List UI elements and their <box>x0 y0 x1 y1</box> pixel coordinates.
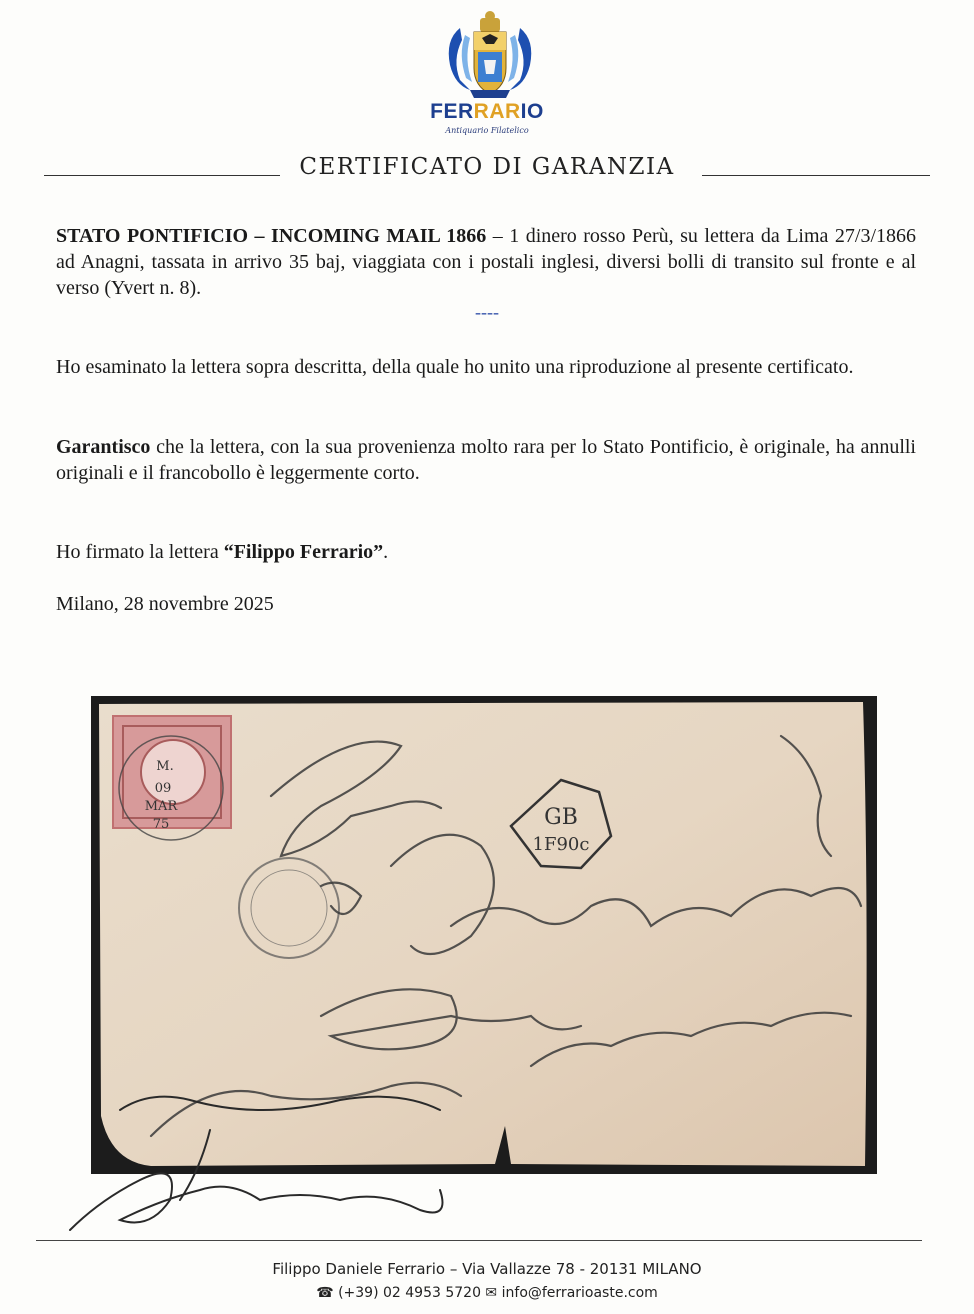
separator: ---- <box>475 302 499 322</box>
brand-part-1: FER <box>430 100 474 123</box>
lot-description <box>56 223 916 301</box>
certificate-title: CERTIFICATO DI GARANZIA <box>299 154 675 180</box>
gb-line-2: 1F90c <box>532 834 590 855</box>
guarantee-paragraph <box>56 434 916 486</box>
brand-part-3: IO <box>520 100 544 123</box>
guarantee-word: Garantisco <box>56 436 151 458</box>
lot-title: STATO PONTIFICIO – INCOMING MAIL 1866 <box>56 225 487 247</box>
signature-statement-end: . <box>383 541 389 563</box>
footer-email[interactable]: info@ferrarioaste.com <box>501 1285 658 1301</box>
certificate-title-bar <box>44 154 930 186</box>
lot-details: – 1 dinero rosso Perù, su lettera da Lima 27/3/1866 ad Anagni, tassata in arrivo 35 baj, viaggiata con i postali inglesi, diversi bolli di transito sul fronte e al verso (Yvert n. 8). <box>56 225 917 299</box>
postmark-line-2: 09 <box>154 781 172 796</box>
footer-address-line <box>0 1260 974 1278</box>
postmark-line-1: M. <box>156 759 174 774</box>
place-date: Milano, 28 novembre 2025 <box>56 593 274 615</box>
gb-line-1: GB <box>544 805 578 830</box>
footer-phone: (+39) 02 4953 5720 <box>338 1285 481 1301</box>
postmark-line-3: MAR <box>144 799 178 814</box>
guarantee-text: che la lettera, con la sua provenienza molto rara per lo Stato Pontificio, è originale, ha annulli originali e il francobollo è leggermente corto. <box>56 436 916 484</box>
title-rule-right <box>702 175 930 176</box>
envelope-icon: ✉ <box>480 1285 502 1301</box>
signature-statement-text: Ho firmato la lettera <box>56 541 224 563</box>
postmark-line-4: 75 <box>152 817 170 832</box>
brand-part-2: RAR <box>473 100 521 123</box>
footer-rule <box>36 1240 922 1241</box>
examination-paragraph: Ho esaminato la lettera sopra descritta, della quale ho unito una riproduzione al presente certificato. <box>56 356 854 378</box>
brand-name <box>0 100 974 124</box>
signer-name: “Filippo Ferrario” <box>223 541 384 563</box>
footer-name: Filippo Daniele Ferrario <box>272 1260 446 1278</box>
footer-contact-line <box>0 1285 974 1301</box>
footer-address: – Via Vallazze 78 - 20131 MILANO <box>445 1260 702 1278</box>
brand-tagline: Antiquario Filatelico <box>445 126 529 135</box>
phone-icon: ☎ <box>316 1285 339 1301</box>
handwritten-signature <box>60 1080 480 1250</box>
signature-statement <box>56 539 916 565</box>
